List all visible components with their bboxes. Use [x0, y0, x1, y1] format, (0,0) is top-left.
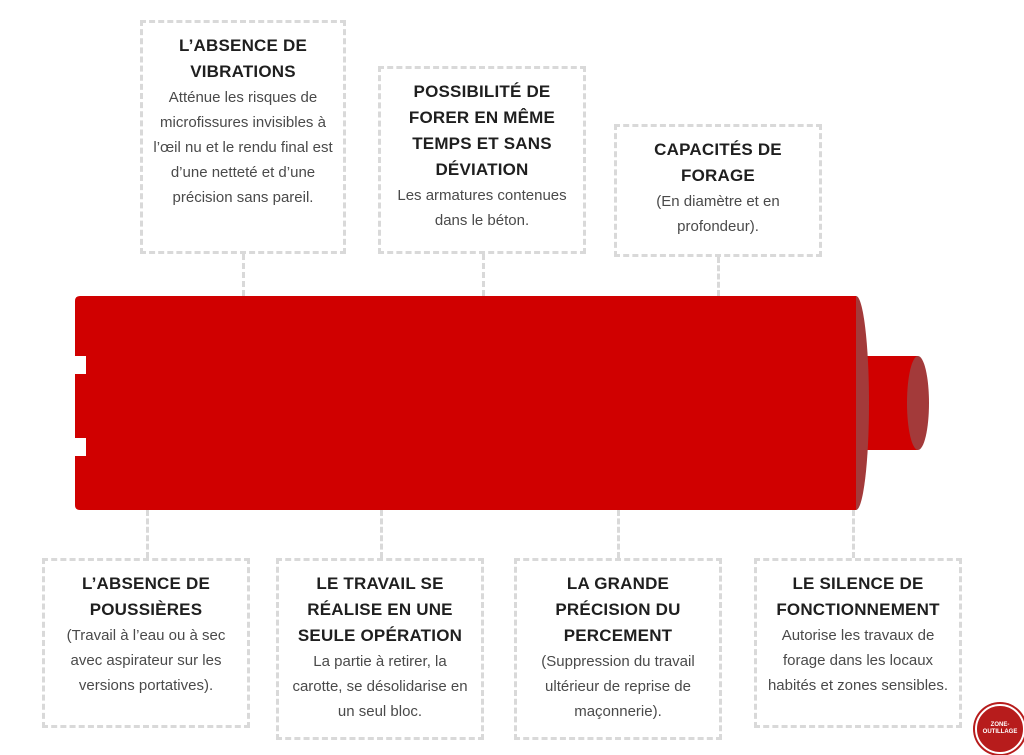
feature-description: Autorise les travaux de forage dans les locaux habités et zones sensibles. — [767, 627, 949, 694]
connector-line — [242, 254, 245, 296]
feature-title: POSSIBILITÉ DE FORER EN MÊME TEMPS ET SANS DÉVIATION — [408, 82, 556, 179]
connector-line — [717, 257, 720, 296]
feature-title: L’ABSENCE DE POUSSIÈRES — [81, 574, 211, 619]
connector-line — [617, 510, 620, 558]
feature-description: (Suppression du travail ultérieur de reprise de maçonnerie). — [541, 653, 695, 720]
feature-box-drilling-without-deviation — [378, 66, 586, 254]
feature-description: (En diamètre et en profondeur). — [656, 193, 780, 235]
connector-line — [380, 510, 383, 558]
feature-title: LA GRANDE PRÉCISION DU PERCEMENT — [555, 574, 681, 645]
connector-line — [482, 254, 485, 296]
feature-title: LE SILENCE DE FONCTIONNEMENT — [776, 574, 940, 619]
feature-description: La partie à retirer, la carotte, se désolidarise en un seul bloc. — [292, 653, 468, 720]
drill-rear-end — [907, 356, 929, 450]
feature-title: L’ABSENCE DE VIBRATIONS — [178, 36, 308, 81]
brand-logo — [975, 704, 1024, 754]
drill-barrel-joint — [843, 296, 856, 510]
feature-description: Atténue les risques de microfissures invisibles à l’œil nu et le rendu final est d’une netteté et d’une précision sans pareil. — [153, 89, 333, 206]
feature-description: Les armatures contenues dans le béton. — [397, 187, 567, 229]
feature-title: LE TRAVAIL SE RÉALISE EN UNE SEULE OPÉRATION — [297, 574, 463, 645]
connector-line — [146, 510, 149, 558]
drill-barrel — [75, 296, 856, 510]
feature-box-drilling-capacity — [614, 124, 822, 257]
brand-logo-text: ZONE-OUTILLAGE — [982, 722, 1018, 735]
feature-box-no-vibrations — [140, 20, 346, 254]
connector-line — [852, 510, 855, 558]
feature-description: (Travail à l’eau ou à sec avec aspirateur sur les versions portatives). — [66, 627, 226, 694]
feature-box-silent-operation — [754, 558, 962, 728]
feature-box-single-operation — [276, 558, 484, 740]
feature-box-high-precision — [514, 558, 722, 740]
feature-title: CAPACITÉS DE FORAGE — [654, 140, 782, 185]
feature-box-no-dust — [42, 558, 250, 728]
